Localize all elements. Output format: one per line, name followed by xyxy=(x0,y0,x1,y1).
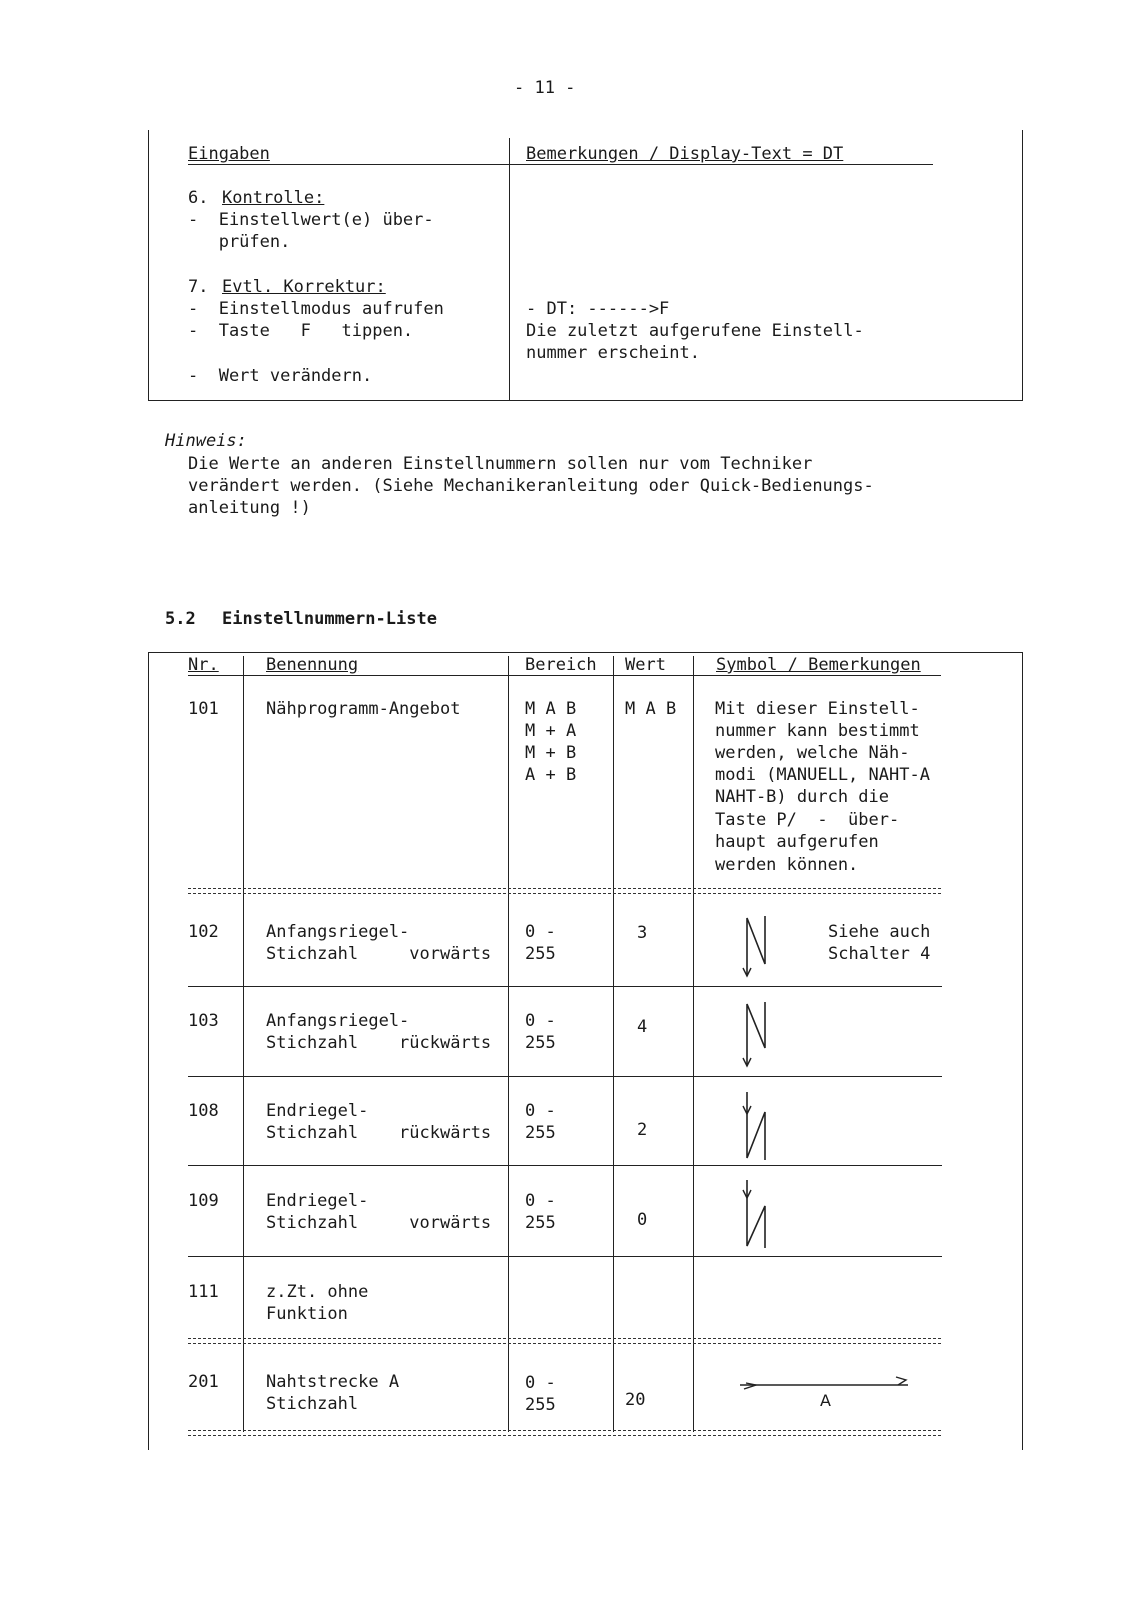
col-divider-nr xyxy=(243,656,244,1432)
row102-range-1: 0 - xyxy=(525,922,556,942)
row101-range-4: A + B xyxy=(525,765,577,785)
col-divider-name xyxy=(508,656,509,1432)
row102-nr: 102 xyxy=(188,922,219,942)
row101-remark-7: haupt aufgerufen xyxy=(715,832,879,852)
row-rule-103 xyxy=(188,1076,942,1077)
row103-value: 4 xyxy=(637,1017,648,1037)
row109-name-2: Stichzahl vorwärts xyxy=(266,1213,492,1233)
double-rule-2 xyxy=(188,1338,941,1344)
header-eingaben: Eingaben xyxy=(188,144,270,164)
row108-range-2: 255 xyxy=(525,1123,556,1143)
row201-name-2: Stichzahl xyxy=(266,1394,359,1414)
row103-range-2: 255 xyxy=(525,1033,556,1053)
row103-nr: 103 xyxy=(188,1011,219,1031)
row101-remark-3: werden, welche Näh- xyxy=(715,743,910,763)
row111-name-2: Funktion xyxy=(266,1304,348,1324)
row108-range-1: 0 - xyxy=(525,1101,556,1121)
step6-line2: prüfen. xyxy=(188,232,291,252)
row111-nr: 111 xyxy=(188,1282,219,1302)
row103-name-2: Stichzahl rückwärts xyxy=(266,1033,492,1053)
row-rule-102 xyxy=(188,986,942,987)
row102-name-1: Anfangsriegel- xyxy=(266,922,410,942)
row101-remark-5: NAHT-B) durch die xyxy=(715,787,889,807)
step7-line1: - Einstellmodus aufrufen xyxy=(188,299,444,319)
remark-line3: nummer erscheint. xyxy=(526,343,700,363)
row101-remark-2: nummer kann bestimmt xyxy=(715,721,920,741)
row102-value: 3 xyxy=(637,923,648,943)
row201-range-2: 255 xyxy=(525,1395,556,1415)
bartack-start-forward-icon xyxy=(738,912,774,980)
step7-line2: - Taste F tippen. xyxy=(188,321,414,341)
row201-symbol-label: A xyxy=(820,1391,831,1410)
row103-range-1: 0 - xyxy=(525,1011,556,1031)
row101-nr: 101 xyxy=(188,699,219,719)
step7-line3: - Wert verändern. xyxy=(188,366,373,386)
list-table-left-border xyxy=(148,652,149,1450)
row101-name: Nähprogramm-Angebot xyxy=(266,699,461,719)
row101-remark-8: werden können. xyxy=(715,855,859,875)
step6-title: Kontrolle: xyxy=(222,188,325,208)
row109-name-1: Endriegel- xyxy=(266,1191,369,1211)
top-table-left-border xyxy=(148,130,149,401)
row101-range-1: M A B xyxy=(525,699,577,719)
step7-number: 7. xyxy=(188,277,209,297)
step6-number: 6. xyxy=(188,188,209,208)
row102-range-2: 255 xyxy=(525,944,556,964)
row102-name-2: Stichzahl vorwärts xyxy=(266,944,492,964)
header-wert: Wert xyxy=(625,655,666,675)
row101-remark-6: Taste P/ - über- xyxy=(715,810,900,830)
row101-remark-4: modi (MANUELL, NAHT-A xyxy=(715,765,930,785)
row101-range-2: M + A xyxy=(525,721,577,741)
header-symbol: Symbol / Bemerkungen xyxy=(716,655,921,675)
row101-range-3: M + B xyxy=(525,743,577,763)
row109-nr: 109 xyxy=(188,1191,219,1211)
step7-title: Evtl. Korrektur: xyxy=(222,277,386,297)
row101-value: M A B xyxy=(625,699,677,719)
double-rule-1 xyxy=(188,888,941,894)
note-line3: anleitung !) xyxy=(188,498,311,518)
remark-line2: Die zuletzt aufgerufene Einstell- xyxy=(526,321,864,341)
bartack-end-backward-icon xyxy=(738,1088,774,1162)
top-table-bottom-border xyxy=(148,400,1022,401)
note-line2: verändert werden. (Siehe Mechanikeranleitung oder Quick-Bedienungs- xyxy=(188,476,874,496)
header-bemerkungen: Bemerkungen / Display-Text = DT xyxy=(526,144,844,164)
note-title: Hinweis: xyxy=(165,431,247,451)
row201-range-1: 0 - xyxy=(525,1373,556,1393)
row103-name-1: Anfangsriegel- xyxy=(266,1011,410,1031)
row-rule-109 xyxy=(188,1256,942,1257)
col-divider-value xyxy=(693,656,694,1432)
bartack-start-backward-icon xyxy=(738,998,774,1070)
step6-line1: - Einstellwert(e) über- xyxy=(188,210,434,230)
row108-value: 2 xyxy=(637,1120,648,1140)
row201-nr: 201 xyxy=(188,1372,219,1392)
header-nr: Nr. xyxy=(188,655,219,675)
section-title: Einstellnummern-Liste xyxy=(222,609,437,629)
page-number: - 11 - xyxy=(514,78,576,98)
note-line1: Die Werte an anderen Einstellnummern sollen nur vom Techniker xyxy=(188,454,813,474)
row108-name-2: Stichzahl rückwärts xyxy=(266,1123,492,1143)
row109-range-2: 255 xyxy=(525,1213,556,1233)
row201-value: 20 xyxy=(625,1390,646,1410)
top-table-right-border xyxy=(1022,130,1023,401)
col-divider-range xyxy=(613,656,614,1432)
header-benennung: Benennung xyxy=(266,655,359,675)
header-bereich: Bereich xyxy=(525,655,597,675)
row102-remark-1: Siehe auch xyxy=(828,922,931,942)
list-table-right-border xyxy=(1022,652,1023,1450)
list-table-top-border xyxy=(148,652,1022,653)
row102-remark-2: Schalter 4 xyxy=(828,944,931,964)
bartack-end-forward-icon xyxy=(738,1176,774,1250)
row101-remark-1: Mit dieser Einstell- xyxy=(715,699,920,719)
row-rule-108 xyxy=(188,1165,942,1166)
section-number: 5.2 xyxy=(165,609,196,629)
row109-range-1: 0 - xyxy=(525,1191,556,1211)
top-table-divider xyxy=(509,138,510,401)
remark-line1: - DT: ------>F xyxy=(526,299,670,319)
double-rule-3 xyxy=(188,1430,941,1436)
row201-name-1: Nahtstrecke A xyxy=(266,1372,400,1392)
row108-nr: 108 xyxy=(188,1101,219,1121)
row109-value: 0 xyxy=(637,1210,648,1230)
row108-name-1: Endriegel- xyxy=(266,1101,369,1121)
row111-name-1: z.Zt. ohne xyxy=(266,1282,369,1302)
